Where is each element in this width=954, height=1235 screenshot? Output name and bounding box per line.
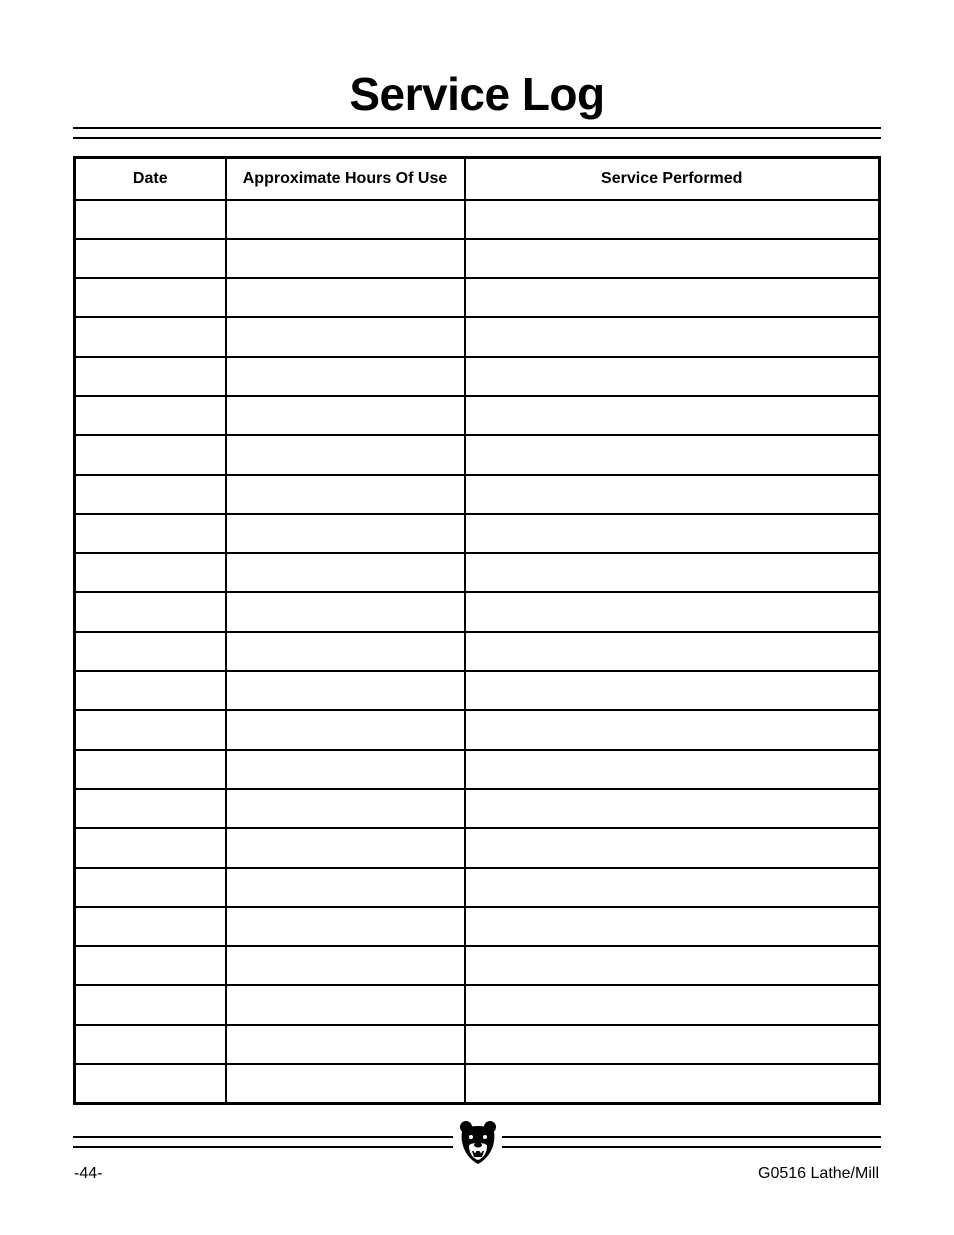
date-cell	[75, 710, 226, 749]
table-row	[75, 553, 880, 592]
date-cell	[75, 907, 226, 946]
date-cell	[75, 200, 226, 239]
hours-cell	[226, 907, 465, 946]
service-cell	[465, 789, 880, 828]
hours-cell	[226, 985, 465, 1024]
hours-cell	[226, 239, 465, 278]
header-service-performed: Service Performed	[465, 158, 880, 200]
hours-cell	[226, 514, 465, 553]
table-row	[75, 828, 880, 867]
service-cell	[465, 985, 880, 1024]
footer-rule-left-top	[73, 1136, 453, 1138]
service-cell	[465, 907, 880, 946]
hours-cell	[226, 200, 465, 239]
table-row	[75, 435, 880, 474]
title-rule-bottom	[73, 137, 881, 139]
date-cell	[75, 514, 226, 553]
footer-rule-right-top	[502, 1136, 881, 1138]
hours-cell	[226, 789, 465, 828]
header-date: Date	[75, 158, 226, 200]
table-row	[75, 750, 880, 789]
date-cell	[75, 632, 226, 671]
date-cell	[75, 946, 226, 985]
date-cell	[75, 671, 226, 710]
service-cell	[465, 868, 880, 907]
table-row	[75, 907, 880, 946]
hours-cell	[226, 828, 465, 867]
title-rule-top	[73, 127, 881, 129]
table-row	[75, 357, 880, 396]
table-row	[75, 632, 880, 671]
hours-cell	[226, 868, 465, 907]
table-row	[75, 985, 880, 1024]
service-cell	[465, 828, 880, 867]
page-title: Service Log	[349, 68, 605, 120]
service-cell	[465, 710, 880, 749]
hours-cell	[226, 750, 465, 789]
date-cell	[75, 357, 226, 396]
table-row	[75, 671, 880, 710]
table-row	[75, 592, 880, 631]
service-cell	[465, 1025, 880, 1064]
page-number: -44-	[74, 1165, 103, 1182]
table-header-row	[75, 158, 880, 200]
table-row	[75, 1025, 880, 1064]
service-cell	[465, 239, 880, 278]
table-row	[75, 710, 880, 749]
date-cell	[75, 985, 226, 1024]
date-cell	[75, 868, 226, 907]
service-cell	[465, 475, 880, 514]
hours-cell	[226, 278, 465, 317]
service-cell	[465, 317, 880, 356]
footer-rule-right-bottom	[502, 1146, 881, 1148]
date-cell	[75, 278, 226, 317]
hours-cell	[226, 357, 465, 396]
date-cell	[75, 592, 226, 631]
date-cell	[75, 396, 226, 435]
hours-cell	[226, 396, 465, 435]
date-cell	[75, 435, 226, 474]
service-cell	[465, 632, 880, 671]
date-cell	[75, 1064, 226, 1103]
date-cell	[75, 828, 226, 867]
service-cell	[465, 396, 880, 435]
header-hours-of-use: Approximate Hours Of Use	[226, 158, 465, 200]
service-cell	[465, 1064, 880, 1103]
table-row	[75, 278, 880, 317]
table-row	[75, 789, 880, 828]
hours-cell	[226, 435, 465, 474]
service-cell	[465, 553, 880, 592]
service-cell	[465, 357, 880, 396]
table-row	[75, 396, 880, 435]
table-row	[75, 946, 880, 985]
hours-cell	[226, 1064, 465, 1103]
date-cell	[75, 475, 226, 514]
footer-rule-left-bottom	[73, 1146, 453, 1148]
hours-cell	[226, 710, 465, 749]
hours-cell	[226, 317, 465, 356]
table-row	[75, 317, 880, 356]
table-row	[75, 475, 880, 514]
service-cell	[465, 946, 880, 985]
date-cell	[75, 553, 226, 592]
table-row	[75, 514, 880, 553]
hours-cell	[226, 946, 465, 985]
table-row	[75, 200, 880, 239]
hours-cell	[226, 553, 465, 592]
service-cell	[465, 278, 880, 317]
model-name: G0516 Lathe/Mill	[758, 1165, 879, 1182]
date-cell	[75, 317, 226, 356]
date-cell	[75, 239, 226, 278]
hours-cell	[226, 592, 465, 631]
date-cell	[75, 750, 226, 789]
hours-cell	[226, 475, 465, 514]
table-row	[75, 868, 880, 907]
hours-cell	[226, 632, 465, 671]
bear-head-icon	[458, 1120, 498, 1166]
service-cell	[465, 592, 880, 631]
service-cell	[465, 750, 880, 789]
table-row	[75, 239, 880, 278]
date-cell	[75, 1025, 226, 1064]
service-cell	[465, 671, 880, 710]
service-cell	[465, 435, 880, 474]
date-cell	[75, 789, 226, 828]
table-body	[75, 200, 880, 1104]
table-row	[75, 1064, 880, 1103]
service-log-table	[73, 156, 881, 1105]
hours-cell	[226, 671, 465, 710]
service-cell	[465, 514, 880, 553]
hours-cell	[226, 1025, 465, 1064]
service-cell	[465, 200, 880, 239]
